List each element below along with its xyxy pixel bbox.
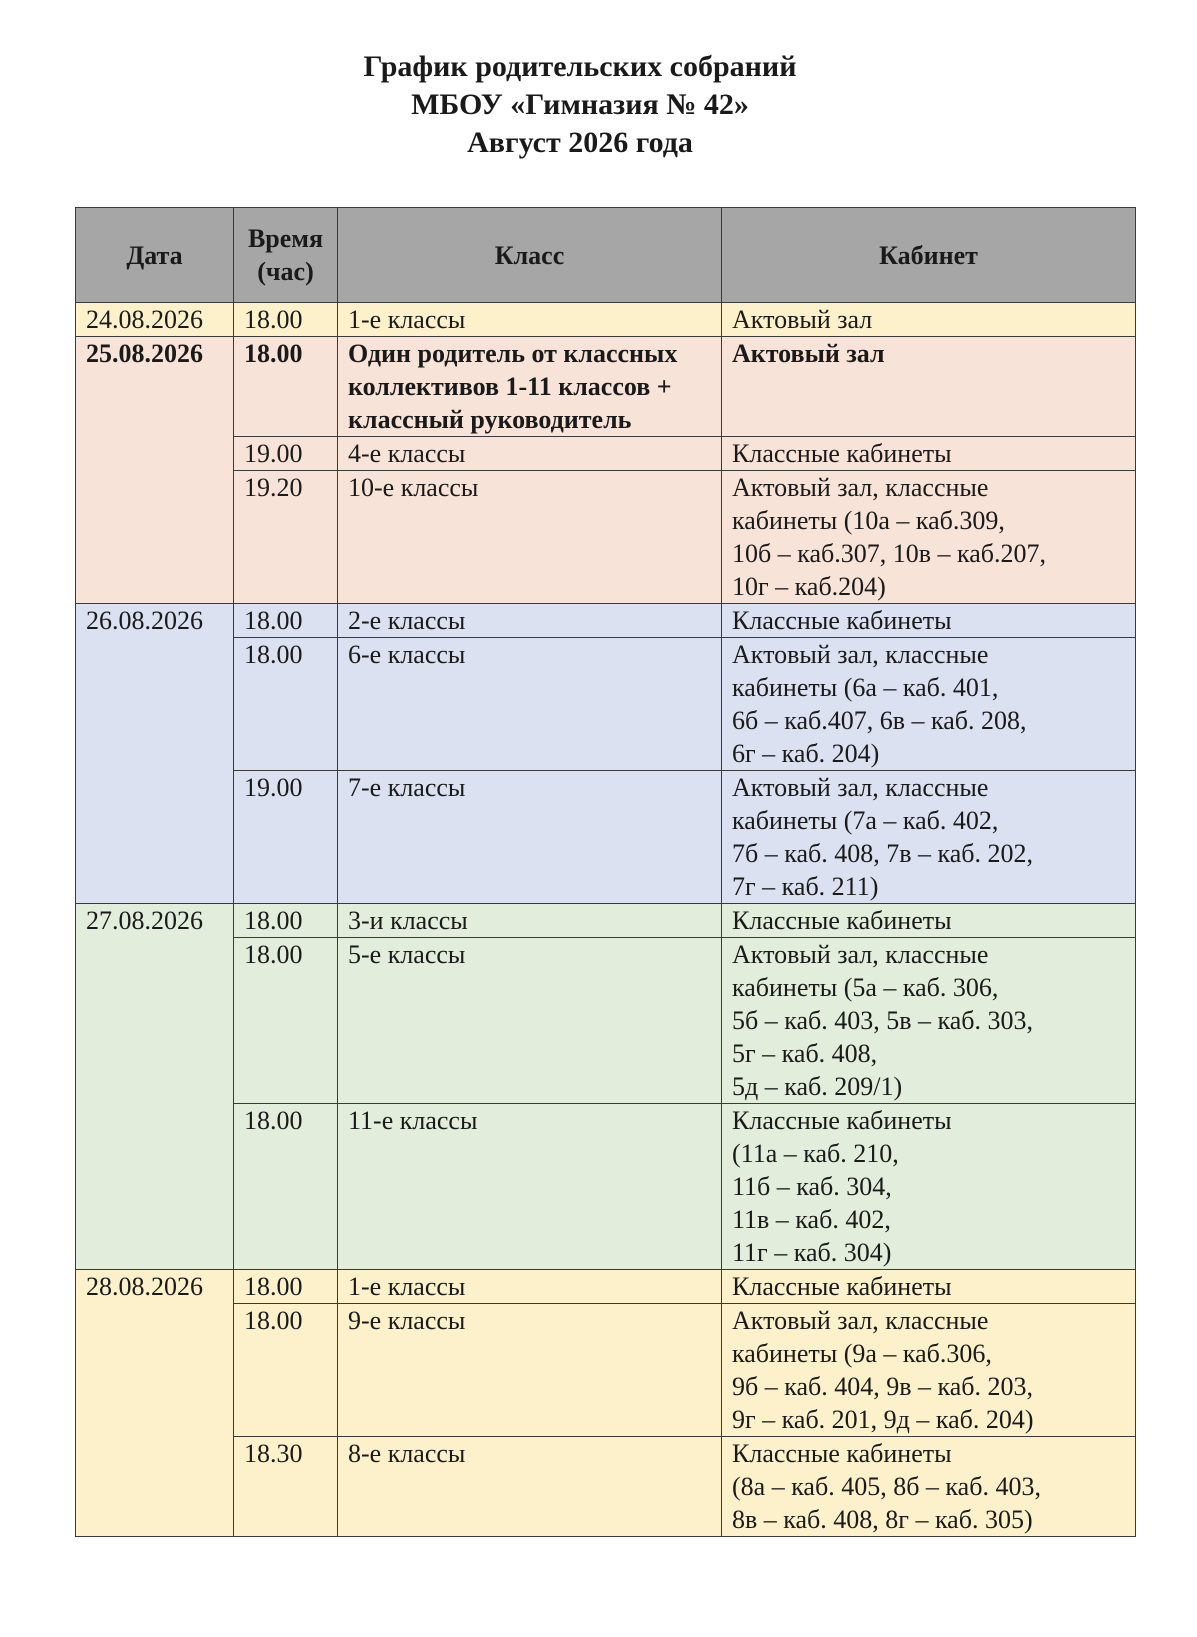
title-line-1: График родительских собраний [363, 50, 797, 83]
table-row [76, 1304, 1136, 1437]
cell-class: 9-е классы [338, 1304, 722, 1437]
cell-room-line: кабинеты (10а – каб.309, [732, 506, 1005, 535]
cell-room-line: Актовый зал, классные [732, 1306, 989, 1335]
cell-class: 10-е классы [338, 471, 722, 604]
cell-date: 26.08.2026 [76, 604, 234, 904]
cell-time: 19.20 [234, 471, 338, 604]
cell-room-line: Классные кабинеты [732, 439, 952, 468]
cell-room-line: Классные кабинеты [732, 1439, 952, 1468]
cell-room-line: кабинеты (5а – каб. 306, [732, 973, 999, 1002]
cell-class: 6-е классы [338, 638, 722, 771]
cell-class: 1-е классы [338, 303, 722, 337]
cell-room-line: Классные кабинеты [732, 1272, 952, 1301]
table-row [76, 1437, 1136, 1537]
cell-room-line: 7г – каб. 211) [732, 872, 879, 901]
cell-room-line: 9г – каб. 201, 9д – каб. 204) [732, 1405, 1034, 1434]
cell-class: 2-е классы [338, 604, 722, 638]
cell-room-line: 5б – каб. 403, 5в – каб. 303, [732, 1006, 1034, 1035]
cell-room [722, 437, 1136, 471]
cell-room-line: (11а – каб. 210, [732, 1139, 899, 1168]
cell-class: 11-е классы [338, 1104, 722, 1270]
schedule-body [76, 303, 1136, 1537]
cell-time: 18.00 [234, 1104, 338, 1270]
cell-room-line: Актовый зал, классные [732, 473, 989, 502]
cell-room-line: 7б – каб. 408, 7в – каб. 202, [732, 839, 1034, 868]
cell-room-line: Актовый зал, классные [732, 940, 989, 969]
cell-room-line: (8а – каб. 405, 8б – каб. 403, [732, 1472, 1041, 1501]
cell-room-line: 6г – каб. 204) [732, 739, 880, 768]
cell-room-line: Классные кабинеты [732, 606, 952, 635]
cell-room-line: кабинеты (7а – каб. 402, [732, 806, 999, 835]
table-row [76, 337, 1136, 437]
cell-room [722, 1104, 1136, 1270]
cell-room-line: 5д – каб. 209/1) [732, 1072, 903, 1101]
cell-class-line: коллективов 1-11 классов + [348, 372, 672, 401]
cell-room-line: кабинеты (6а – каб. 401, [732, 673, 999, 702]
cell-time: 19.00 [234, 437, 338, 471]
cell-time: 18.00 [234, 1270, 338, 1304]
cell-room [722, 1304, 1136, 1437]
cell-room [722, 337, 1136, 437]
cell-room-line: 10б – каб.307, 10в – каб.207, [732, 539, 1047, 568]
cell-room [722, 303, 1136, 337]
cell-time: 19.00 [234, 771, 338, 904]
cell-room-line: 11г – каб. 304) [732, 1238, 892, 1267]
cell-room-line: кабинеты (9а – каб.306, [732, 1339, 992, 1368]
header-room: Кабинет [722, 208, 1136, 303]
cell-room [722, 1270, 1136, 1304]
meetings-schedule-table [75, 207, 1136, 1537]
table-row [76, 1270, 1136, 1304]
cell-room [722, 771, 1136, 904]
cell-room-line: 10г – каб.204) [732, 572, 886, 601]
cell-room [722, 904, 1136, 938]
cell-class [338, 337, 722, 437]
document-title [0, 48, 1160, 162]
cell-room [722, 1437, 1136, 1537]
cell-class: 7-е классы [338, 771, 722, 904]
cell-room [722, 604, 1136, 638]
table-row [76, 604, 1136, 638]
cell-room-line: 11б – каб. 304, [732, 1172, 892, 1201]
table-row [76, 904, 1136, 938]
table-row [76, 303, 1136, 337]
cell-room-line: Актовый зал [732, 339, 885, 368]
cell-room [722, 471, 1136, 604]
header-time-line-2: (час) [257, 257, 314, 286]
cell-class-line: Один родитель от классных [348, 339, 678, 368]
table-row [76, 638, 1136, 771]
cell-date: 24.08.2026 [76, 303, 234, 337]
cell-room-line: 6б – каб.407, 6в – каб. 208, [732, 706, 1027, 735]
table-row [76, 437, 1136, 471]
cell-time: 18.00 [234, 904, 338, 938]
table-row [76, 471, 1136, 604]
table-row [76, 771, 1136, 904]
cell-room-line: 5г – каб. 408, [732, 1039, 878, 1068]
cell-time: 18.00 [234, 638, 338, 771]
header-class: Класс [338, 208, 722, 303]
header-row [76, 208, 1136, 303]
cell-class: 3-и классы [338, 904, 722, 938]
cell-room-line: 11в – каб. 402, [732, 1205, 891, 1234]
cell-room-line: Классные кабинеты [732, 1106, 952, 1135]
header-time-line-1: Время [247, 224, 324, 253]
table-row [76, 1104, 1136, 1270]
header-time [234, 208, 338, 303]
cell-room [722, 638, 1136, 771]
cell-room-line: Актовый зал, классные [732, 640, 989, 669]
cell-room [722, 938, 1136, 1104]
cell-class: 8-е классы [338, 1437, 722, 1537]
cell-time: 18.00 [234, 303, 338, 337]
cell-date: 25.08.2026 [76, 337, 234, 604]
cell-class: 1-е классы [338, 1270, 722, 1304]
title-line-2: МБОУ «Гимназия № 42» [411, 88, 749, 121]
table-row [76, 938, 1136, 1104]
cell-room-line: Актовый зал [732, 305, 873, 334]
title-line-3: Август 2026 года [467, 126, 693, 159]
header-date: Дата [76, 208, 234, 303]
cell-time: 18.30 [234, 1437, 338, 1537]
cell-class: 4-е классы [338, 437, 722, 471]
cell-room-line: 9б – каб. 404, 9в – каб. 203, [732, 1372, 1034, 1401]
cell-time: 18.00 [234, 337, 338, 437]
cell-room-line: Актовый зал, классные [732, 773, 989, 802]
cell-class-line: классный руководитель [348, 405, 632, 434]
cell-room-line: Классные кабинеты [732, 906, 952, 935]
cell-date: 27.08.2026 [76, 904, 234, 1270]
cell-time: 18.00 [234, 938, 338, 1104]
cell-time: 18.00 [234, 1304, 338, 1437]
cell-time: 18.00 [234, 604, 338, 638]
cell-room-line: 8в – каб. 408, 8г – каб. 305) [732, 1505, 1033, 1534]
cell-class: 5-е классы [338, 938, 722, 1104]
cell-date: 28.08.2026 [76, 1270, 234, 1537]
